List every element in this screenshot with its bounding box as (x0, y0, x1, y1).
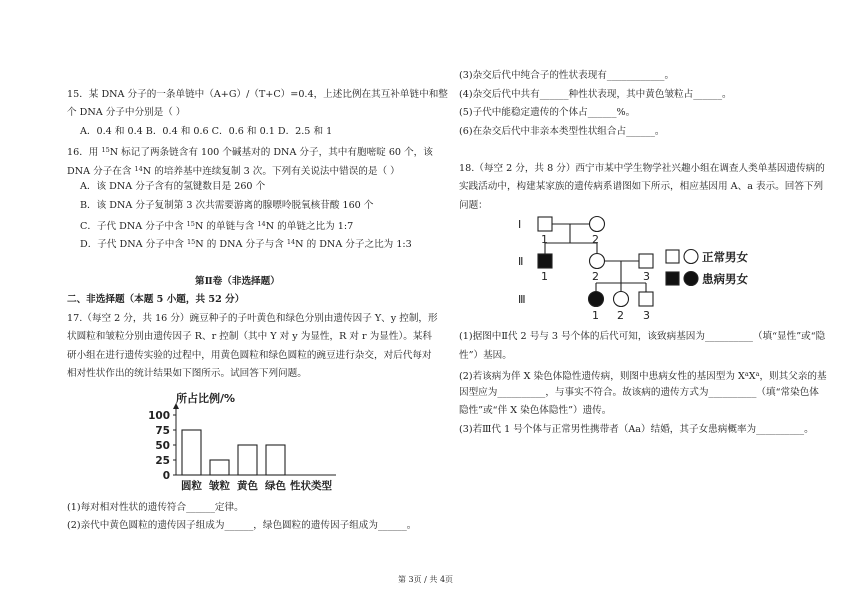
y-tick-label-4: 100 (148, 410, 170, 422)
q17-line3: 研小组在进行遗传实验的过程中，用黄色圆粒和绿色圆粒的豌豆进行杂交，对后代每对 (67, 350, 432, 361)
q18-sub2-line3: 隐性”或“伴 X 染色体隐性”）遗传。 (459, 405, 612, 416)
num-III-1: 1 (592, 309, 599, 322)
q15-line1: 15．某 DNA 分子的一条单链中（A+G）/（T+C）=0.4，上述比例在其互补单链中和整 (67, 89, 448, 100)
q18-line2: 实践活动中，构建某家族的遗传病系谱图如下所示，相应基因用 A、a 表示。回答下列 (459, 181, 824, 192)
num-III-2: 2 (617, 309, 624, 322)
q18-sub2-line1: (2)若该病为伴 X 染色体隐性遗传病，则图中患病女性的基因型为 $X^aX^a$，则其父亲的基 (459, 370, 827, 382)
gen-label-1: Ⅰ (518, 218, 522, 231)
q17-sub1: (1)每对相对性状的遗传符合______定律。 (67, 502, 244, 513)
pedigree-diagram (515, 210, 775, 322)
num-I-2: 2 (592, 233, 599, 246)
q15-options: A．0.4 和 0.4 B．0.4 和 0.6 C．0.6 和 0.1 D．2.5 和 1 (80, 126, 333, 137)
gen-label-3: Ⅲ (518, 293, 526, 306)
q18-sub1-line2: 性”）基因。 (459, 350, 512, 361)
legend-affected-female (684, 272, 698, 286)
q17-line1: 17.（每空 2 分，共 16 分）豌豆种子的子叶黄色和绿色分别由遗传因子 Y、y 控制，形 (67, 313, 438, 324)
q16-option-b: B．该 DNA 分子复制第 3 次共需要游离的腺嘌呤脱氧核苷酸 160 个 (80, 200, 374, 211)
category-label-0: 圆粒 (181, 480, 202, 492)
num-II-3: 3 (643, 270, 650, 283)
q17-line4: 相对性状作出的统计结果如下图所示。试回答下列问题。 (67, 368, 307, 379)
q17-sub4: (4)杂交后代中共有______种性状表现，其中黄色皱粒占______。 (459, 89, 732, 100)
q18-line3: 问题： (459, 200, 488, 211)
q17-sub2: (2)亲代中黄色圆粒的遗传因子组成为______，绿色圆粒的遗传因子组成为______。 (67, 520, 417, 531)
legend-normal-label: 正常男女 (702, 250, 748, 264)
q16-line1: 16．用 $^{15}$N 标记了两条链含有 100 个碱基对的 DNA 分子，其中有胞嘧啶 60 个，该 (67, 146, 433, 158)
y-tick-label-1: 25 (155, 455, 170, 467)
q15-line2: 个 DNA 分子中分别是（ ） (67, 107, 186, 118)
bar-1 (210, 460, 229, 475)
num-II-2: 2 (592, 270, 599, 283)
gen3-female-2 (614, 292, 629, 307)
gen1-female-2 (590, 217, 605, 232)
bar-2 (238, 445, 257, 475)
gen3-male-3 (639, 292, 653, 306)
gen1-male-1 (538, 217, 552, 231)
gen3-female-1-affected (589, 292, 604, 307)
gen2-male-1-affected (538, 254, 552, 268)
q16-option-d: D．子代 DNA 分子中含 $^{15}$N 的 DNA 分子与含 $^{14}$N 的 DNA 分子之比为 1:3 (80, 238, 412, 250)
legend-normal-male (666, 250, 679, 263)
q17-sub6: (6)在杂交后代中非亲本类型性状组合占______。 (459, 126, 665, 137)
q18-sub1-line1: (1)据图中Ⅱ代 2 号与 3 号个体的后代可知，该致病基因为__________（填“显性”或“隐 (459, 331, 826, 342)
q18-sub3: (3)若Ⅲ代 1 号个体与正常男性携带者（Aa）结婚，其子女患病概率为__________。 (459, 424, 814, 435)
q18-sub2-line2: 因型应为__________，与事实不符合。故该病的遗传方式为__________（填“常染色体 (459, 387, 819, 398)
section-subtitle: 二、非选择题（本题 5 小题，共 52 分） (67, 294, 245, 305)
q17-sub3: (3)杂交后代中纯合子的性状表现有____________。 (459, 70, 675, 81)
num-III-3: 3 (643, 309, 650, 322)
category-label-3: 绿色 (265, 480, 286, 492)
category-label-2: 黄色 (237, 480, 258, 492)
legend-affected-male (666, 272, 679, 285)
q17-bar-chart (140, 388, 350, 498)
chart-title: 所占比例/% (176, 392, 236, 405)
q16-option-a: A．该 DNA 分子含有的氢键数目是 260 个 (80, 181, 266, 192)
q16-line2: DNA 分子在含 $^{14}$N 的培养基中连续复制 3 次。下列有关说法中错误的是（ ） (67, 165, 400, 177)
y-tick-label-3: 75 (155, 425, 170, 437)
q18-line1: 18.（每空 2 分，共 8 分）西宁市某中学生物学社兴趣小组在调查人类单基因遗传病的 (459, 163, 825, 174)
section-title: 第Ⅱ卷（非选择题） (195, 276, 280, 287)
gen2-male-3 (639, 254, 653, 268)
x-axis-label: 性状类型 (290, 480, 332, 492)
legend-normal-female (684, 250, 698, 264)
q16-option-c: C．子代 DNA 分子中含 $^{15}$N 的单链与含 $^{14}$N 的单链之比为 1:7 (80, 220, 354, 232)
num-I-1: 1 (541, 233, 548, 246)
gen-label-2: Ⅱ (518, 255, 524, 268)
legend-affected-label: 患病男女 (702, 272, 748, 286)
gen2-female-2 (590, 254, 605, 269)
num-II-1: 1 (541, 270, 548, 283)
bar-0 (182, 430, 201, 475)
category-label-1: 皱粒 (209, 480, 230, 492)
q17-line2: 状圆粒和皱粒分别由遗传因子 R、r 控制（其中 Y 对 y 为显性，R 对 r 为显性）。某科 (67, 331, 433, 342)
y-tick-label-2: 50 (155, 440, 170, 452)
q17-sub5: (5)子代中能稳定遗传的个体占______%。 (459, 107, 636, 118)
bar-3 (266, 445, 285, 475)
y-tick-label-0: 0 (162, 470, 170, 482)
page-footer: 第 3页 / 共 4页 (398, 575, 454, 584)
